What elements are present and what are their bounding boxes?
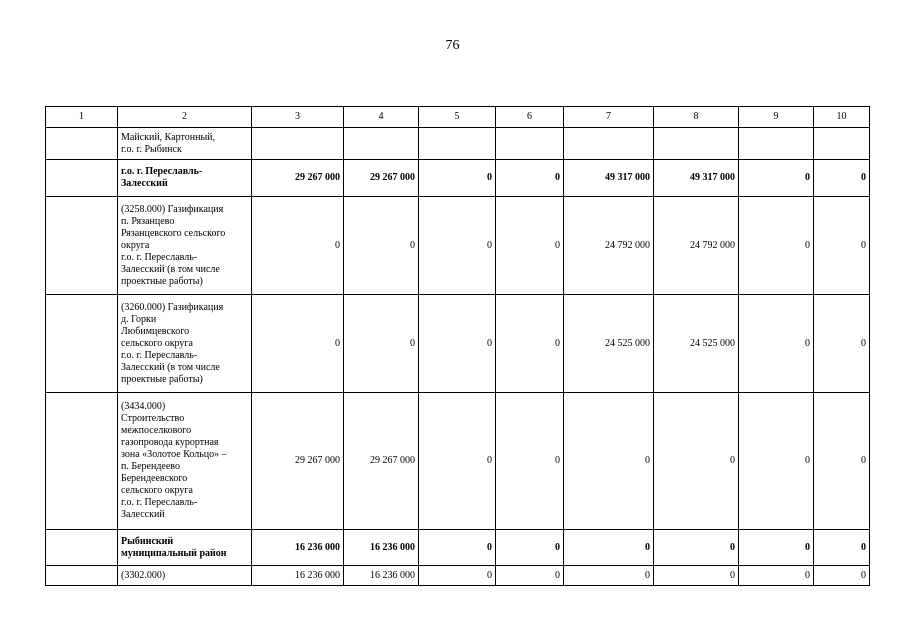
value-cell: 0 <box>814 530 870 566</box>
column-header: 8 <box>654 107 739 128</box>
value-cell: 0 <box>564 566 654 586</box>
value-cell <box>739 128 814 160</box>
value-cell: 0 <box>739 530 814 566</box>
value-cell: 16 236 000 <box>344 530 419 566</box>
column-header: 2 <box>118 107 252 128</box>
column-header: 7 <box>564 107 654 128</box>
column-header: 10 <box>814 107 870 128</box>
value-cell: 0 <box>344 295 419 393</box>
value-cell <box>496 128 564 160</box>
value-cell: 24 525 000 <box>564 295 654 393</box>
table-row <box>46 393 870 530</box>
value-cell: 29 267 000 <box>344 393 419 530</box>
value-cell: 0 <box>419 160 496 197</box>
subtotal-row <box>46 530 870 566</box>
value-cell: 29 267 000 <box>344 160 419 197</box>
value-cell: 0 <box>739 160 814 197</box>
value-cell: 0 <box>814 295 870 393</box>
value-cell: 49 317 000 <box>654 160 739 197</box>
column-header: 3 <box>252 107 344 128</box>
value-cell: 0 <box>419 393 496 530</box>
value-cell: 0 <box>496 197 564 295</box>
value-cell: 0 <box>496 295 564 393</box>
row-name-cell: (3302.000) <box>118 566 252 586</box>
budget-table <box>45 106 870 586</box>
value-cell: 16 236 000 <box>252 566 344 586</box>
row-name-cell: (3258.000) Газификация п. Рязанцево Рязанцевского сельского округа г.о. г. Переславль- Залесский (в том числе проектные работы) <box>118 197 252 295</box>
row-code-cell <box>46 530 118 566</box>
row-code-cell <box>46 128 118 160</box>
value-cell: 16 236 000 <box>344 566 419 586</box>
value-cell <box>654 128 739 160</box>
table-row <box>46 128 870 160</box>
value-cell: 24 792 000 <box>654 197 739 295</box>
row-name-cell: (3260.000) Газификация д. Горки Любимцевского сельского округа г.о. г. Переславль- Залесский (в том числе проектные работы) <box>118 295 252 393</box>
value-cell: 0 <box>739 295 814 393</box>
value-cell: 0 <box>654 530 739 566</box>
table-row <box>46 295 870 393</box>
value-cell: 29 267 000 <box>252 160 344 197</box>
value-cell: 0 <box>496 566 564 586</box>
value-cell: 0 <box>814 160 870 197</box>
column-number-row <box>46 107 870 128</box>
column-header: 1 <box>46 107 118 128</box>
column-header: 5 <box>419 107 496 128</box>
value-cell: 0 <box>564 393 654 530</box>
value-cell: 0 <box>344 197 419 295</box>
value-cell: 0 <box>564 530 654 566</box>
value-cell: 49 317 000 <box>564 160 654 197</box>
column-header: 9 <box>739 107 814 128</box>
value-cell: 0 <box>654 393 739 530</box>
value-cell: 16 236 000 <box>252 530 344 566</box>
value-cell <box>564 128 654 160</box>
row-name-cell: (3434.000) Строительство межпоселкового газопровода курортная зона «Золотое Кольцо» – п. Берендеево Берендеевского сельского округа г.о. г. Переславль- Залесский <box>118 393 252 530</box>
value-cell: 0 <box>814 393 870 530</box>
value-cell: 0 <box>419 295 496 393</box>
value-cell: 24 525 000 <box>654 295 739 393</box>
value-cell <box>344 128 419 160</box>
value-cell: 0 <box>496 393 564 530</box>
value-cell: 0 <box>814 197 870 295</box>
row-code-cell <box>46 197 118 295</box>
row-code-cell <box>46 566 118 586</box>
table-row <box>46 566 870 586</box>
value-cell <box>419 128 496 160</box>
value-cell: 29 267 000 <box>252 393 344 530</box>
value-cell: 0 <box>739 197 814 295</box>
value-cell: 0 <box>739 393 814 530</box>
value-cell: 0 <box>252 295 344 393</box>
value-cell: 0 <box>739 566 814 586</box>
row-name-cell: Майский, Картонный, г.о. г. Рыбинск <box>118 128 252 160</box>
column-header: 6 <box>496 107 564 128</box>
value-cell: 0 <box>654 566 739 586</box>
value-cell: 24 792 000 <box>564 197 654 295</box>
row-code-cell <box>46 393 118 530</box>
value-cell: 0 <box>496 530 564 566</box>
value-cell: 0 <box>419 566 496 586</box>
page-number: 76 <box>445 38 460 53</box>
row-code-cell <box>46 160 118 197</box>
value-cell <box>814 128 870 160</box>
table-row <box>46 197 870 295</box>
row-name-cell: г.о. г. Переславль- Залесский <box>118 160 252 197</box>
row-name-cell: Рыбинский муниципальный район <box>118 530 252 566</box>
row-code-cell <box>46 295 118 393</box>
value-cell: 0 <box>252 197 344 295</box>
value-cell <box>252 128 344 160</box>
column-header: 4 <box>344 107 419 128</box>
subtotal-row <box>46 160 870 197</box>
value-cell: 0 <box>814 566 870 586</box>
value-cell: 0 <box>419 530 496 566</box>
value-cell: 0 <box>496 160 564 197</box>
value-cell: 0 <box>419 197 496 295</box>
